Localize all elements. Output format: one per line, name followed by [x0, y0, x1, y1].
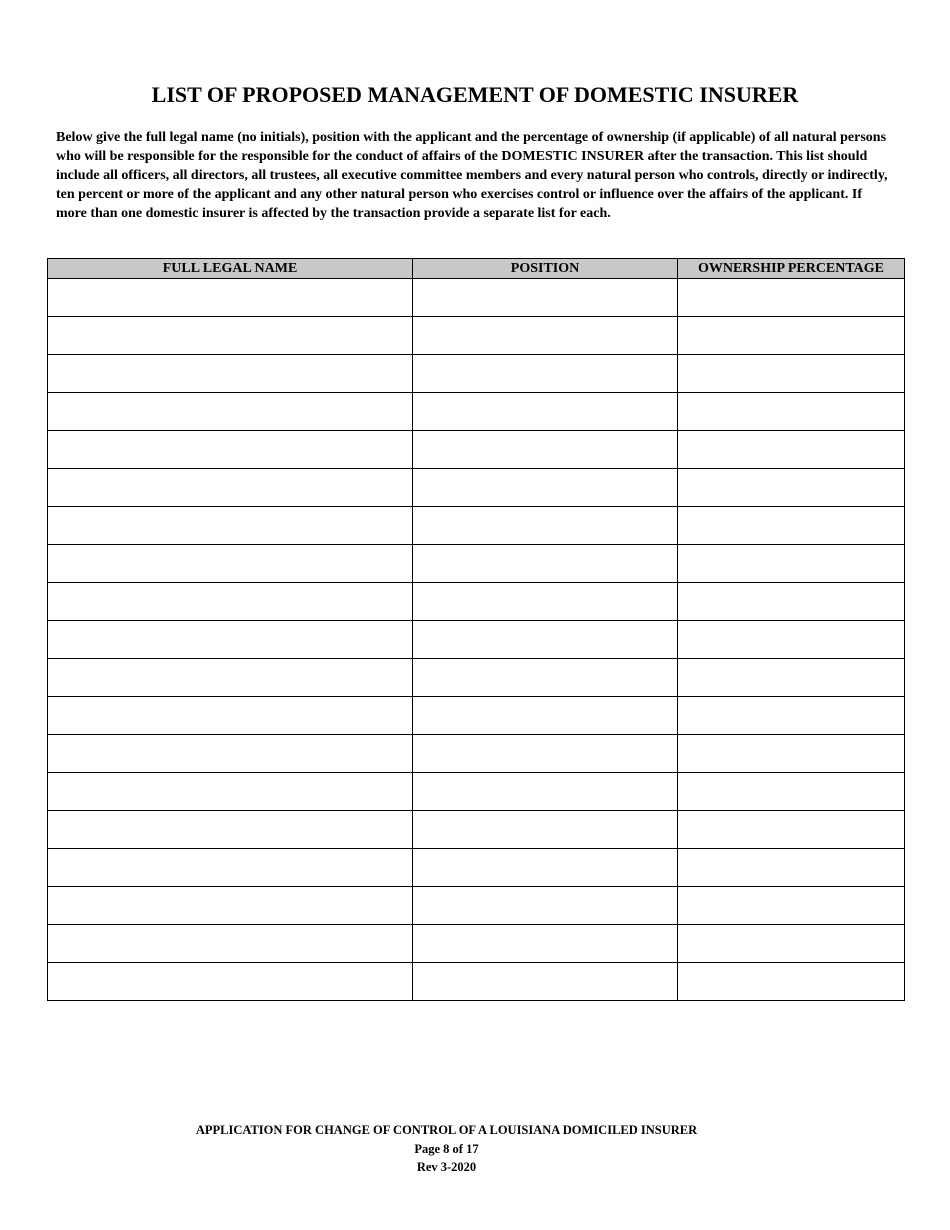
- position-cell[interactable]: [413, 735, 678, 773]
- position-cell[interactable]: [413, 963, 678, 1001]
- ownership-percentage-cell[interactable]: [678, 317, 905, 355]
- full-legal-name-cell[interactable]: [48, 887, 413, 925]
- ownership-percentage-cell[interactable]: [678, 393, 905, 431]
- position-cell[interactable]: [413, 697, 678, 735]
- table-row: [48, 621, 905, 659]
- position-cell[interactable]: [413, 925, 678, 963]
- table-row: [48, 583, 905, 621]
- full-legal-name-cell[interactable]: [48, 621, 413, 659]
- position-cell[interactable]: [413, 393, 678, 431]
- page-footer: [0, 1121, 893, 1177]
- full-legal-name-cell[interactable]: [48, 317, 413, 355]
- column-header-ownership-percentage: OWNERSHIP PERCENTAGE: [678, 259, 905, 279]
- full-legal-name-cell[interactable]: [48, 659, 413, 697]
- full-legal-name-cell[interactable]: [48, 925, 413, 963]
- table-row: [48, 545, 905, 583]
- table-row: [48, 355, 905, 393]
- footer-page-number: Page 8 of 17: [414, 1141, 479, 1156]
- full-legal-name-cell[interactable]: [48, 469, 413, 507]
- table-row: [48, 697, 905, 735]
- position-cell[interactable]: [413, 469, 678, 507]
- ownership-percentage-cell[interactable]: [678, 507, 905, 545]
- position-cell[interactable]: [413, 317, 678, 355]
- full-legal-name-cell[interactable]: [48, 849, 413, 887]
- table-row: [48, 811, 905, 849]
- instructions-text: Below give the full legal name (no initials), position with the applicant and the percentage of ownership (if applicable) of all natural persons who will be responsible for the responsible for the conduct of affairs of the DOMESTIC INSURER after the transaction. This list should include all officers, all directors, all trustees, all executive committee members and every natural person who controls, directly or indirectly, ten percent or more of the applicant and any other natural person who exercises control or influence over the affairs of the applicant. If more than one domestic insurer is affected by the transaction provide a separate list for each.: [56, 130, 888, 221]
- footer-revision: Rev 3-2020: [416, 1160, 477, 1174]
- full-legal-name-cell[interactable]: [48, 431, 413, 469]
- table-header-row: [48, 259, 905, 279]
- position-cell[interactable]: [413, 545, 678, 583]
- table-row: [48, 393, 905, 431]
- full-legal-name-cell[interactable]: [48, 507, 413, 545]
- ownership-percentage-cell[interactable]: [678, 545, 905, 583]
- position-cell[interactable]: [413, 583, 678, 621]
- ownership-percentage-cell[interactable]: [678, 773, 905, 811]
- table-row: [48, 887, 905, 925]
- table-row: [48, 849, 905, 887]
- footer-form-title: APPLICATION FOR CHANGE OF CONTROL OF A LOUISIANA DOMICILED INSURER: [195, 1123, 698, 1137]
- full-legal-name-cell[interactable]: [48, 773, 413, 811]
- ownership-percentage-cell[interactable]: [678, 583, 905, 621]
- ownership-percentage-cell[interactable]: [678, 925, 905, 963]
- ownership-percentage-cell[interactable]: [678, 887, 905, 925]
- full-legal-name-cell[interactable]: [48, 735, 413, 773]
- full-legal-name-cell[interactable]: [48, 697, 413, 735]
- position-cell[interactable]: [413, 431, 678, 469]
- full-legal-name-cell[interactable]: [48, 355, 413, 393]
- table-row: [48, 431, 905, 469]
- position-cell[interactable]: [413, 659, 678, 697]
- position-cell[interactable]: [413, 507, 678, 545]
- ownership-percentage-cell[interactable]: [678, 735, 905, 773]
- table-row: [48, 963, 905, 1001]
- full-legal-name-cell[interactable]: [48, 545, 413, 583]
- ownership-percentage-cell[interactable]: [678, 659, 905, 697]
- table-row: [48, 925, 905, 963]
- table-row: [48, 469, 905, 507]
- table-row: [48, 735, 905, 773]
- full-legal-name-cell[interactable]: [48, 963, 413, 1001]
- ownership-percentage-cell[interactable]: [678, 469, 905, 507]
- position-cell[interactable]: [413, 355, 678, 393]
- position-cell[interactable]: [413, 849, 678, 887]
- position-cell[interactable]: [413, 621, 678, 659]
- table-row: [48, 279, 905, 317]
- ownership-percentage-cell[interactable]: [678, 811, 905, 849]
- table-row: [48, 317, 905, 355]
- table-row: [48, 773, 905, 811]
- table-row: [48, 507, 905, 545]
- ownership-percentage-cell[interactable]: [678, 963, 905, 1001]
- position-cell[interactable]: [413, 887, 678, 925]
- ownership-percentage-cell[interactable]: [678, 431, 905, 469]
- management-table: [47, 258, 905, 1001]
- position-cell[interactable]: [413, 279, 678, 317]
- table-row: [48, 659, 905, 697]
- ownership-percentage-cell[interactable]: [678, 355, 905, 393]
- full-legal-name-cell[interactable]: [48, 279, 413, 317]
- position-cell[interactable]: [413, 773, 678, 811]
- ownership-percentage-cell[interactable]: [678, 697, 905, 735]
- full-legal-name-cell[interactable]: [48, 811, 413, 849]
- column-header-position: POSITION: [413, 259, 678, 279]
- position-cell[interactable]: [413, 811, 678, 849]
- table-body: [48, 279, 905, 1001]
- ownership-percentage-cell[interactable]: [678, 621, 905, 659]
- full-legal-name-cell[interactable]: [48, 393, 413, 431]
- ownership-percentage-cell[interactable]: [678, 279, 905, 317]
- column-header-full-legal-name: FULL LEGAL NAME: [48, 259, 413, 279]
- ownership-percentage-cell[interactable]: [678, 849, 905, 887]
- full-legal-name-cell[interactable]: [48, 583, 413, 621]
- page-title: LIST OF PROPOSED MANAGEMENT OF DOMESTIC INSURER: [151, 82, 799, 107]
